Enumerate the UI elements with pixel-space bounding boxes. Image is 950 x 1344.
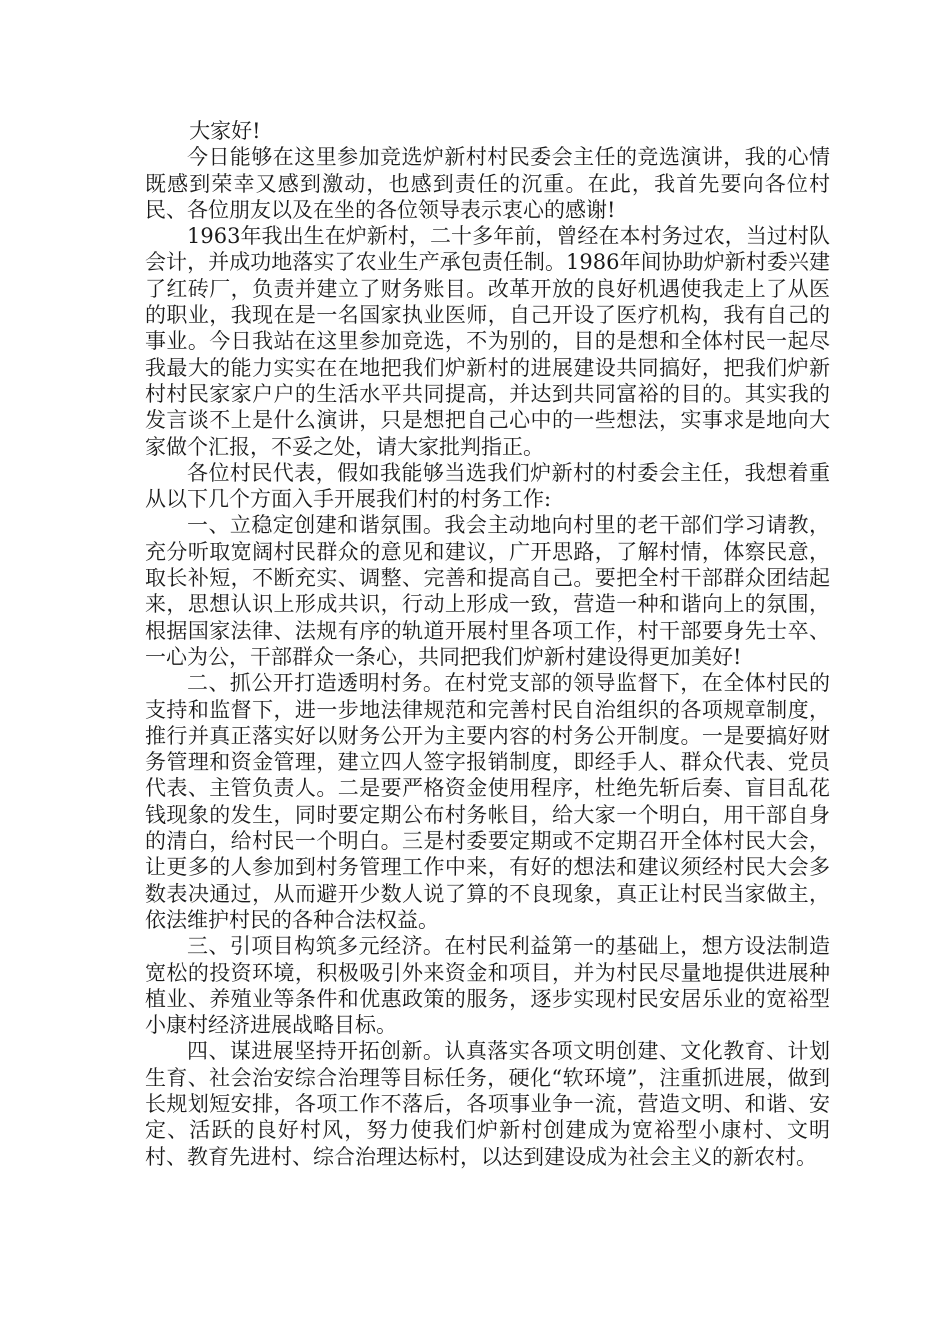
paragraph-point-4: 四、谋进展坚持开拓创新。认真落实各项文明创建、文化教育、计划生育、社会治安综合治理等目标任务，硬化“软环境”，注重抓进展，做到长规划短安排，各项工作不落后，各项事业争一流，营造文明、和谐、安定、活跃的良好村风，努力使我们炉新村创建成为宽裕型小康村、文明村、教育先进村、综合治理达标村，以达到建设成为社会主义的新农村。 xyxy=(145,1039,830,1169)
paragraph-point-1: 一、立稳定创建和谐氛围。我会主动地向村里的老干部们学习请教，充分听取宽阔村民群众的意见和建议，广开思路，了解村情，体察民意，取长补短，不断充实、调整、完善和提高自己。要把全村干部群众团结起来，思想认识上形成共识，行动上形成一致，营造一种和谐向上的氛围，根据国家法律、法规有序的轨道开展村里各项工作，村干部要身先士卒、一心为公，干部群众一条心，共同把我们炉新村建设得更加美好! xyxy=(145,513,830,669)
greeting-line: 大家好! xyxy=(189,119,261,143)
paragraph-intro: 今日能够在这里参加竞选炉新村村民委会主任的竞选演讲，我的心情既感到荣幸又感到激动，也感到责任的沉重。在此，我首先要向各位村民、各位朋友以及在坐的各位领导表示衷心的感谢! xyxy=(145,145,830,222)
paragraph-background: 1963年我出生在炉新村，二十多年前，曾经在本村务过农，当过村队会计，并成功地落实了农业生产承包责任制。1986年间协助炉新村委兴建了红砖厂，负责并建立了财务账目。改革开放的良好机遇使我走上了从医的职业，我现在是一名国家执业医师，自己开设了医疗机构，我有自己的事业。今日我站在这里参加竞选，不为别的，目的是想和全体村民一起尽我最大的能力实实在在地把我们炉新村的进展建设共同搞好，把我们炉新村村民家家户户的生活水平共同提高，并达到共同富裕的目的。其实我的发言谈不上是什么演讲，只是想把自己心中的一些想法，实事求是地向大家做个汇报，不妥之处，请大家批判指正。 xyxy=(145,224,830,459)
document-body xyxy=(145,118,830,1170)
paragraph-point-3: 三、引项目构筑多元经济。在村民利益第一的基础上，想方设法制造宽松的投资环境，积极吸引外来资金和项目，并为村民尽量地提供进展种植业、养殖业等条件和优惠政策的服务，逐步实现村民安居乐业的宽裕型小康村经济进展战略目标。 xyxy=(145,934,830,1038)
paragraph-plan-intro: 各位村民代表，假如我能够当选我们炉新村的村委会主任，我想着重从以下几个方面入手开展我们村的村务工作: xyxy=(145,460,830,512)
paragraph-point-2: 二、抓公开打造透明村务。在村党支部的领导监督下，在全体村民的支持和监督下，进一步地法律规范和完善村民自治组织的各项规章制度，推行并真正落实好以财务公开为主要内容的村务公开制度。一是要搞好财务管理和资金管理，建立四人签字报销制度，即经手人、群众代表、党员代表、主管负责人。二是要严格资金使用程序，杜绝先斩后奏、盲目乱花钱现象的发生，同时要定期公布村务帐目，给大家一个明白，用干部自身的清白，给村民一个明白。三是村委要定期或不定期召开全体村民大会，让更多的人参加到村务管理工作中来，有好的想法和建议须经村民大会多数表决通过，从而避开少数人说了算的不良现象，真正让村民当家做主，依法维护村民的各种合法权益。 xyxy=(145,671,830,932)
